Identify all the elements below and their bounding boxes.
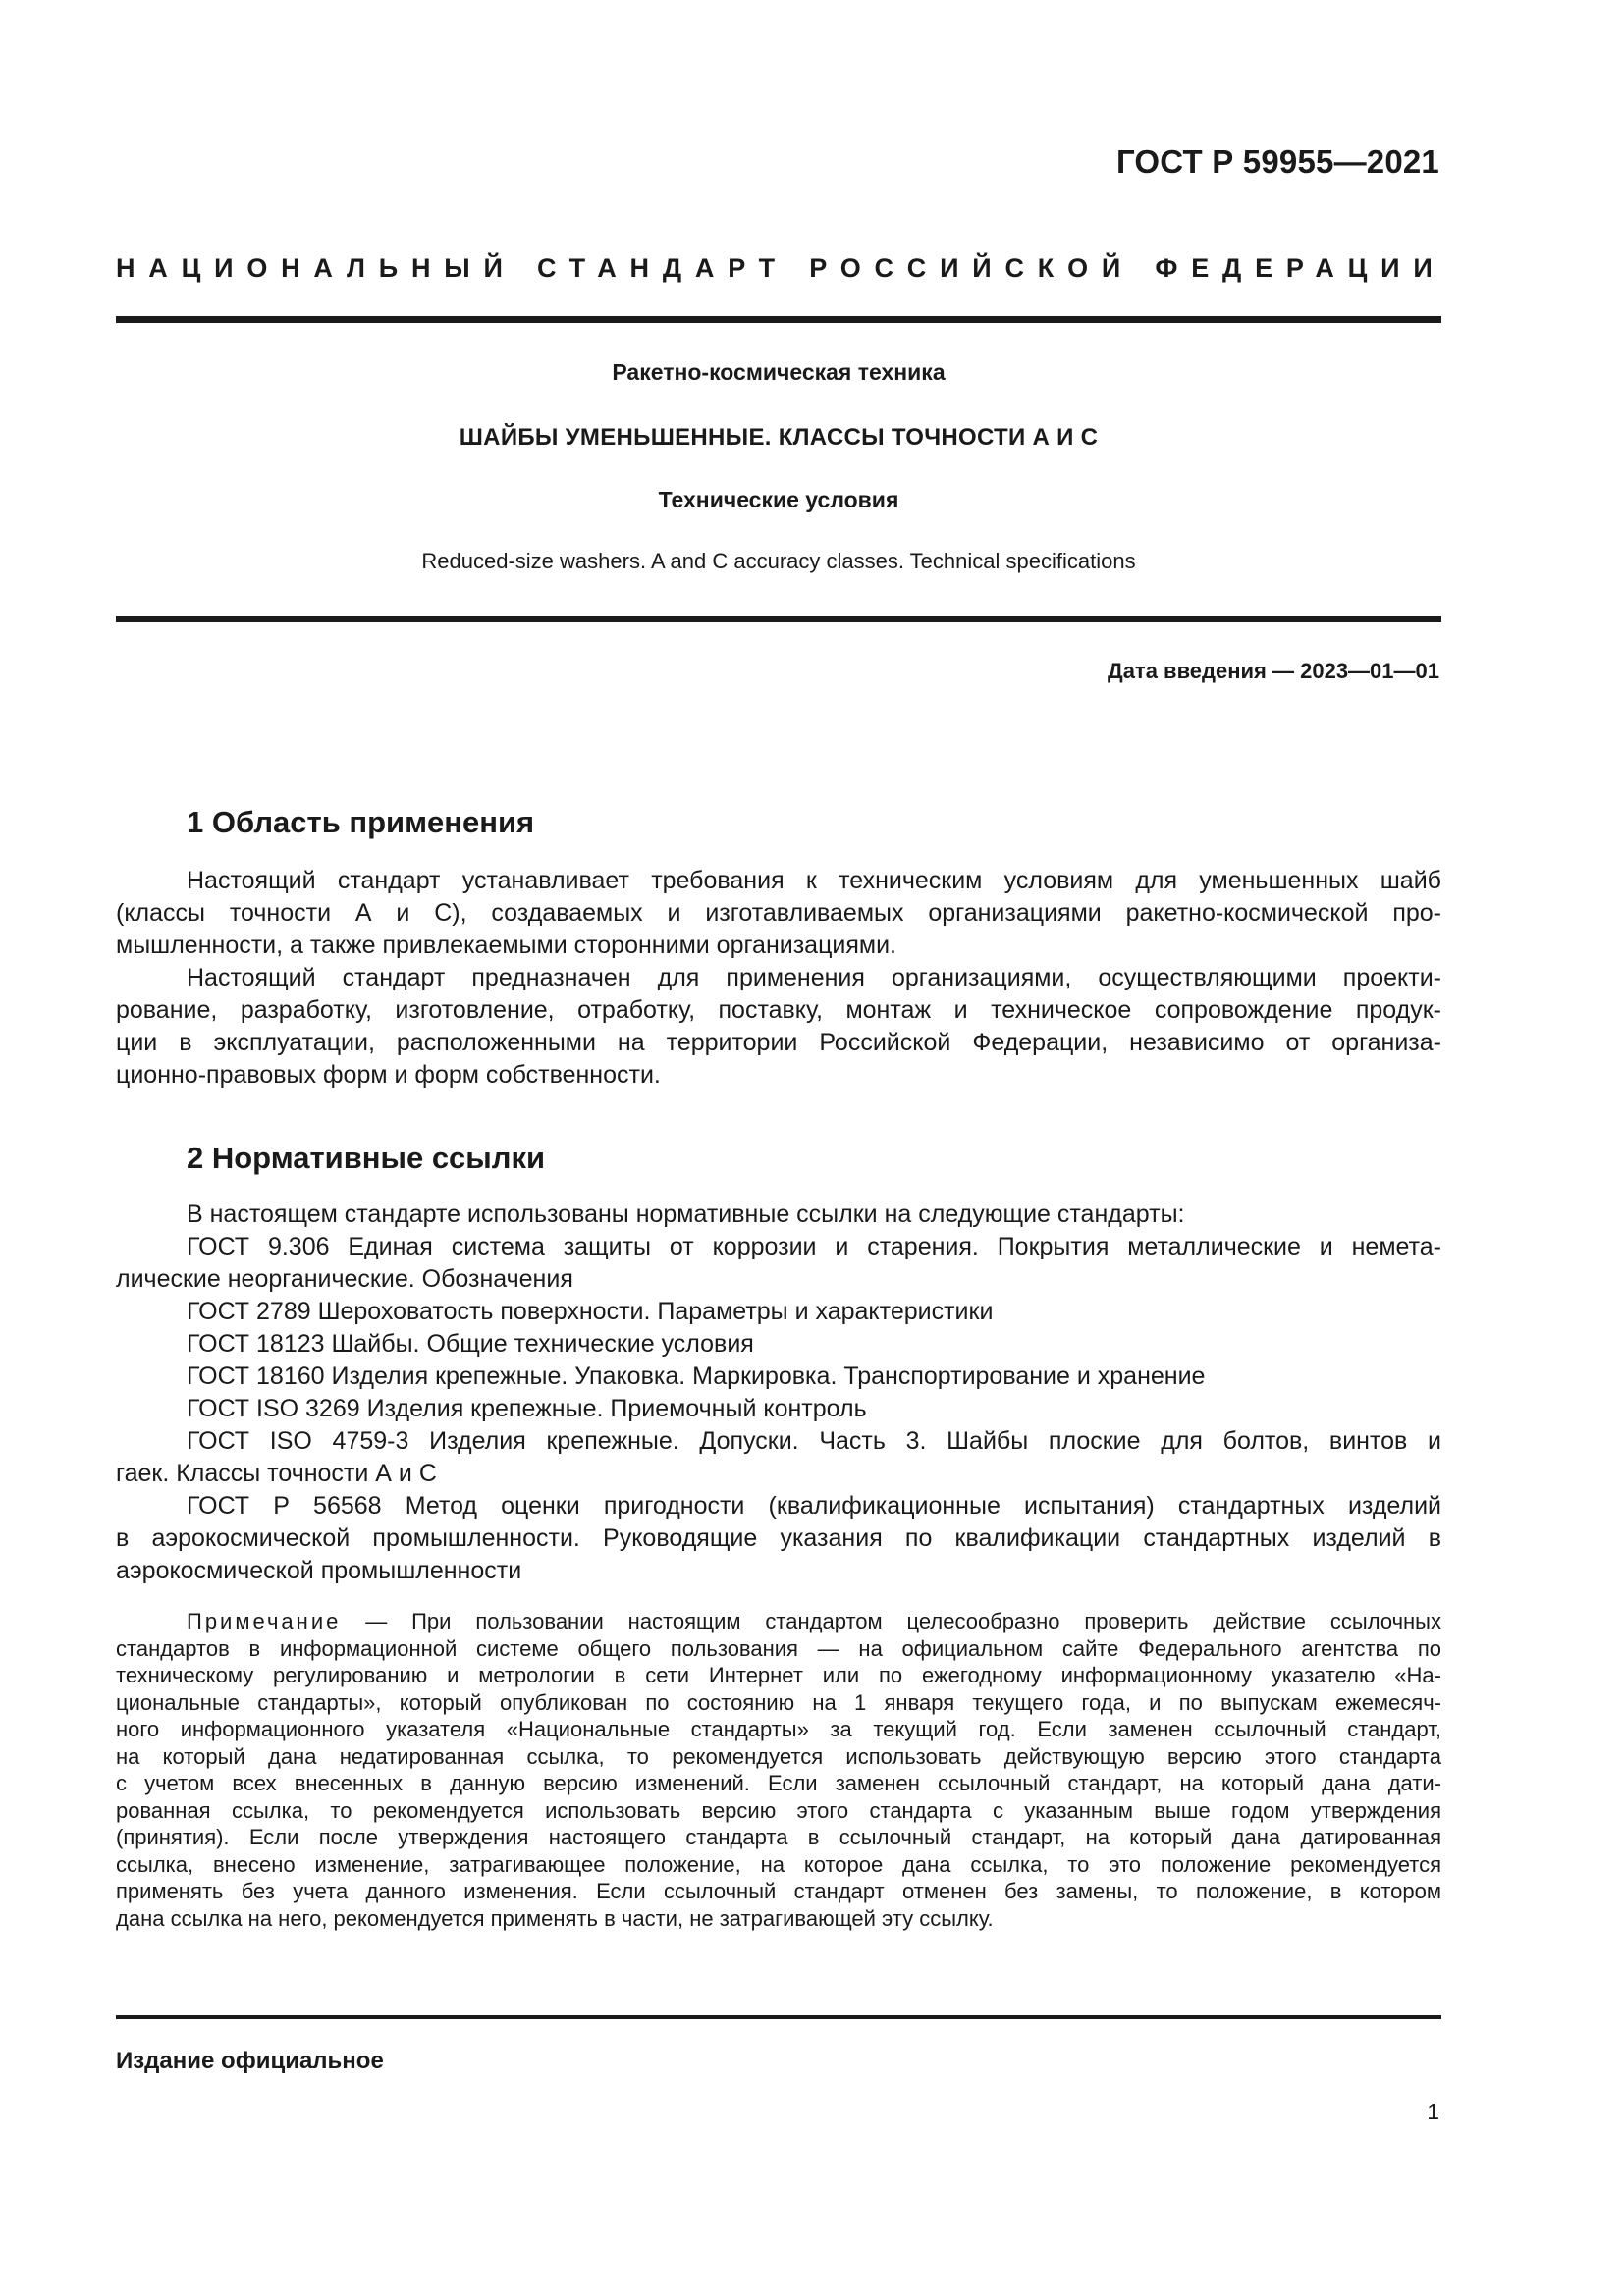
reference-line: ГОСТ 2789 Шероховатость поверхности. Параметры и характеристики [187,1298,994,1325]
text-line: ционно-правовых форм и форм собственности. [116,1061,661,1089]
section-1-paragraph-2 [116,962,1441,1092]
reference-line: ГОСТ 18123 Шайбы. Общие технические условия [187,1330,754,1358]
title-rule [116,616,1441,622]
top-rule [116,316,1441,323]
footer-rule [116,2015,1441,2019]
note-label: Примечание [187,1609,342,1633]
reference-line: в аэрокосмической промышленности. Руководящие указания по квалификации стандартных изделий в [116,1524,1441,1552]
note-line: стандартов в информационной системе общего пользования — на официальном сайте Федерального агентства по [116,1635,1441,1661]
introduction-date: Дата введения — 2023—01—01 [1108,659,1439,683]
page-number: 1 [1427,2099,1439,2124]
official-edition-label: Издание официальное [116,2048,384,2074]
product-title: ШАЙБЫ УМЕНЬШЕННЫЕ. КЛАССЫ ТОЧНОСТИ А И С [459,424,1099,451]
section-1-heading: 1 Область применения [187,805,535,839]
reference-line: ГОСТ 18160 Изделия крепежные. Упаковка. Маркировка. Транспортирование и хранение [187,1362,1206,1390]
text-line: Настоящий стандарт устанавливает требования к техническим условиям для уменьшенных шайб [187,867,1441,894]
note-line: ссылка, внесено изменение, затрагивающее положение, на которое дана ссылка, то это положение рекомендуется [116,1851,1441,1877]
note-line: ного информационного указателя «Национальные стандарты» за текущий год. Если заменен ссылочный стандарт, [116,1717,1441,1741]
reference-line: ГОСТ 9.306 Единая система защиты от коррозии и старения. Покрытия металлические и немета- [187,1233,1441,1260]
text-line: Настоящий стандарт предназначен для применения организациями, осуществляющими проекти- [187,964,1441,991]
subject-area: Ракетно-космическая техника [612,359,946,385]
references-intro: В настоящем стандарте использованы нормативные ссылки на следующие стандарты: [187,1201,1185,1228]
text-line: рование, разработку, изготовление, отработку, поставку, монтаж и техническое сопровождение продук- [116,996,1441,1024]
references-list [116,1199,1441,1587]
reference-line: аэрокосмической промышленности [116,1557,522,1584]
section-1-paragraph-1 [116,865,1441,962]
english-title: Reduced-size washers. A and C accuracy classes. Technical specifications [421,549,1136,573]
note-line: на который дана недатированная ссылка, то рекомендуется использовать действующую версию этого стандарта [116,1743,1441,1769]
note-line: техническому регулированию и метрологии в сети Интернет или по ежегодному информационному указателю «На- [116,1663,1441,1687]
note-line: циональные стандарты», который опубликован по состоянию на 1 января текущего года, и по выпускам ежемесяч- [116,1689,1441,1715]
note-first-text: — При пользовании настоящим стандартом целесообразно проверить действие ссылочных [341,1609,1441,1633]
reference-line: ГОСТ ISO 4759-3 Изделия крепежные. Допуски. Часть 3. Шайбы плоские для болтов, винтов и [187,1427,1441,1455]
reference-line: ГОСТ ISO 3269 Изделия крепежные. Приемочный контроль [187,1395,867,1422]
note-line: рованная ссылка, то рекомендуется использовать версию этого стандарта с указанным выше годом утверждения [116,1797,1441,1823]
document-number: ГОСТ Р 59955—2021 [1115,143,1439,180]
note-line: (принятия). Если после утверждения настоящего стандарта в ссылочный стандарт, на который дана датированная [116,1825,1441,1849]
note-line: применять без учета данного изменения. Если ссылочный стандарт отменен без замены, то положение, в котором [116,1879,1441,1903]
text-line: ции в эксплуатации, расположенными на территории Российской Федерации, независимо от организа- [116,1029,1441,1056]
section-2-heading: 2 Нормативные ссылки [187,1141,546,1175]
national-standard-title: НАЦИОНАЛЬНЫЙ СТАНДАРТ РОССИЙСКОЙ ФЕДЕРАЦИИ [116,253,1446,283]
note-line: дана ссылка на него, рекомендуется применять в части, не затрагивающей эту ссылку. [116,1905,994,1931]
reference-line: лические неорганические. Обозначения [116,1265,573,1293]
note-block [116,1608,1441,1932]
spec-subtitle: Технические условия [658,487,899,512]
reference-line: гаек. Классы точности А и С [116,1460,437,1487]
text-line: мышленности, а также привлекаемыми сторонними организациями. [116,932,897,959]
reference-line: ГОСТ Р 56568 Метод оценки пригодности (квалификационные испытания) стандартных изделий [187,1492,1441,1520]
note-first-line [116,1608,1441,1635]
text-line: (классы точности А и С), создаваемых и изготавливаемых организациями ракетно-космической про- [116,899,1441,927]
note-line: с учетом всех внесенных в данную версию изменений. Если заменен ссылочный стандарт, на который дана дати- [116,1771,1441,1795]
